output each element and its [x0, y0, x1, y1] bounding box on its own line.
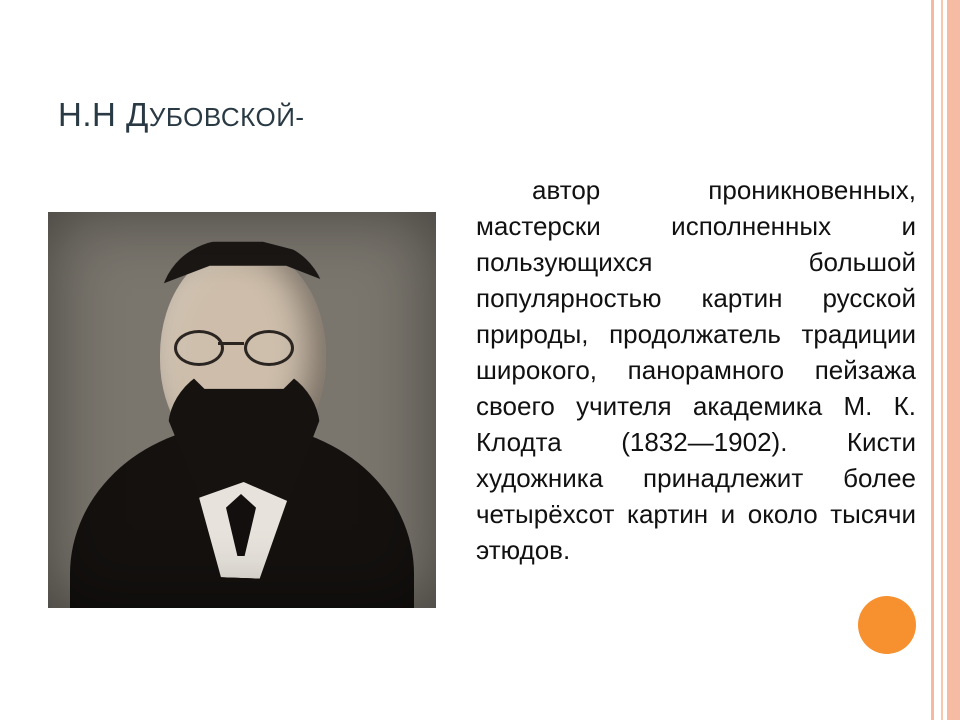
- decorative-stripe-outer: [947, 0, 960, 720]
- decorative-stripe-middle: [941, 0, 943, 720]
- portrait-vignette: [48, 212, 436, 608]
- portrait-image: [48, 212, 436, 608]
- body-paragraph: [476, 172, 916, 568]
- page-title-lead: Н.Н Д: [58, 96, 149, 133]
- page-title-rest: УБОВСКОЙ-: [148, 102, 305, 132]
- decorative-stripe-inner: [931, 0, 934, 720]
- decorative-dot: [858, 596, 916, 654]
- page-title: [58, 96, 305, 134]
- body-paragraph-text: автор проникновенных, мастерски исполненных и пользующихся большой популярностью картин русской природы, продолжатель традиции широкого, панорамного пейзажа своего учителя академика М. К. Клодта (1832—1902). Кисти художника принадлежит более четырёхсот картин и около тысячи этюдов.: [476, 175, 916, 565]
